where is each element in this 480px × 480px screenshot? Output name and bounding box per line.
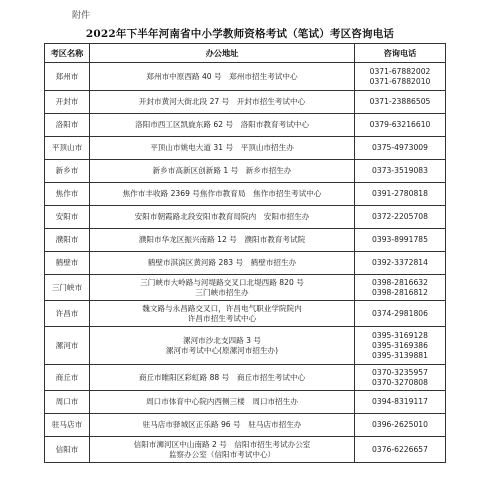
area-cell: 开封市: [45, 91, 90, 114]
phone-cell: [355, 229, 446, 252]
address-cell: [90, 114, 355, 137]
table-row: [45, 206, 446, 229]
area-cell: 安阳市: [45, 206, 90, 229]
phone-number: 0370-3270808: [372, 377, 428, 387]
table-row: [45, 91, 446, 114]
phone-number: 0371-67882002: [369, 66, 431, 76]
address-line: 信阳市浉河区中山南路 2 号 信阳市招生考试办公室: [133, 439, 311, 449]
address-cell: [90, 252, 355, 275]
address-cell: [90, 160, 355, 183]
phone-cell: [355, 206, 446, 229]
phone-number: 0375-4973009: [372, 143, 428, 152]
area-cell: 驻马店市: [45, 414, 90, 437]
table-row: [45, 437, 446, 463]
address-cell: [90, 183, 355, 206]
header-address: 办公地址: [90, 44, 355, 63]
address-line: 漯河市沙北支四路 3 号: [182, 335, 261, 345]
address-line: 许昌市招生考试中心: [187, 313, 257, 323]
address-line: 开封市黄河大街北段 27 号 开封市招生考试中心: [138, 97, 306, 106]
phone-number: 0379-63216610: [369, 120, 431, 129]
phone-cell: [355, 275, 446, 301]
address-line: 郑州市中原西路 40 号 郑州市招生考试中心: [146, 71, 298, 81]
area-cell: 信阳市: [45, 437, 90, 463]
address-line: 洛阳市西工区凯旋东路 62 号 洛阳市教育考试中心: [135, 120, 309, 129]
phone-cell: [355, 114, 446, 137]
phone-number: 0392-3372814: [372, 258, 428, 267]
table-row: [45, 252, 446, 275]
phone-number: 0373-3519083: [372, 166, 428, 175]
address-line: 三门峡市招生办: [195, 287, 249, 297]
contact-table: [44, 43, 446, 463]
table-row: [45, 391, 446, 414]
phone-cell: [355, 301, 446, 327]
phone-cell: [355, 391, 446, 414]
address-cell: [90, 391, 355, 414]
address-line: 安阳市朝霞路北段安阳市教育局院内 安阳市招生办: [134, 212, 310, 221]
phone-number: 0370-3235957: [372, 367, 428, 377]
address-cell: [90, 301, 355, 327]
address-cell: [90, 229, 355, 252]
address-cell: [90, 414, 355, 437]
phone-cell: [355, 414, 446, 437]
address-line: 商丘市睢阳区彩虹路 88 号 商丘市招生考试中心: [138, 372, 306, 382]
phone-cell: [355, 137, 446, 160]
area-cell: 郑州市: [45, 63, 90, 91]
area-cell: 三门峡市: [45, 275, 90, 301]
table-row: [45, 114, 446, 137]
phone-number: 0393-8991785: [372, 235, 428, 244]
table-row: [45, 301, 446, 327]
area-cell: 商丘市: [45, 365, 90, 391]
phone-cell: [355, 327, 446, 365]
phone-number: 0371-67882010: [369, 76, 431, 86]
address-cell: [90, 365, 355, 391]
table-body: [45, 63, 446, 463]
area-cell: 漯河市: [45, 327, 90, 365]
table-header-row: [45, 44, 446, 63]
address-cell: [90, 275, 355, 301]
header-area: 考区名称: [45, 44, 90, 63]
address-line: 平顶山市姚电大道 31 号 平顶山市招生办: [150, 143, 294, 152]
phone-cell: [355, 63, 446, 91]
phone-cell: [355, 437, 446, 463]
address-cell: [90, 137, 355, 160]
table-row: [45, 229, 446, 252]
address-line: 漯河市考试中心(原漯河市招生办): [165, 345, 279, 355]
address-cell: [90, 437, 355, 463]
phone-number: 0376-6226657: [372, 444, 428, 454]
area-cell: 平顶山市: [45, 137, 90, 160]
address-cell: [90, 63, 355, 91]
address-line: 濮阳市华龙区振兴南路 12 号 濮阳市教育考试院: [138, 235, 306, 244]
table-row: [45, 414, 446, 437]
area-cell: 鹤壁市: [45, 252, 90, 275]
phone-number: 0398-2816812: [372, 287, 428, 297]
phone-cell: [355, 252, 446, 275]
phone-number: 0391-2780818: [372, 189, 428, 198]
address-cell: [90, 91, 355, 114]
address-line: 新乡市高新区创新路 1 号 新乡市招生办: [152, 166, 292, 175]
area-cell: 濮阳市: [45, 229, 90, 252]
phone-number: 0395-3139881: [372, 350, 428, 360]
address-cell: [90, 206, 355, 229]
address-cell: [90, 327, 355, 365]
table-row: [45, 275, 446, 301]
address-line: 焦作市丰收路 2369 号焦作市教育局 焦作市招生考试中心: [122, 189, 322, 198]
phone-number: 0371-23886505: [369, 97, 431, 106]
phone-number: 0372-2205708: [372, 212, 428, 221]
address-line: 鹤壁市淇滨区黄河路 283 号 鹤壁市招生办: [147, 258, 297, 267]
address-line: 周口市体育中心院内西侧三楼 周口市招生办: [146, 397, 298, 406]
table-row: [45, 63, 446, 91]
phone-number: 0398-2816632: [372, 277, 428, 287]
address-line: 三门峡市大岭路与河堤路交叉口北堤西路 820 号: [140, 277, 304, 287]
table-row: [45, 183, 446, 206]
phone-cell: [355, 160, 446, 183]
phone-cell: [355, 183, 446, 206]
area-cell: 洛阳市: [45, 114, 90, 137]
address-line: 魏文路与永昌路交叉口，许昌电气职业学院院内: [142, 303, 302, 313]
phone-number: 0395-3169386: [372, 340, 428, 350]
phone-number: 0395-3169128: [372, 330, 428, 340]
area-cell: 焦作市: [45, 183, 90, 206]
phone-number: 0374-2981806: [372, 308, 428, 318]
table-row: [45, 160, 446, 183]
address-line: 驻马店市驿城区正乐路 96 号 驻马店市招生办: [142, 420, 302, 429]
document-title: 2022年下半年河南省中小学教师资格考试（笔试）考区咨询电话: [85, 28, 395, 40]
header-phone: 咨询电话: [355, 44, 446, 63]
phone-cell: [355, 91, 446, 114]
table-row: [45, 137, 446, 160]
phone-number: 0394-8319117: [372, 397, 428, 406]
area-cell: 许昌市: [45, 301, 90, 327]
phone-number: 0396-2625010: [372, 420, 428, 429]
phone-cell: [355, 365, 446, 391]
table-row: [45, 327, 446, 365]
area-cell: 新乡市: [45, 160, 90, 183]
table-row: [45, 365, 446, 391]
area-cell: 周口市: [45, 391, 90, 414]
attachment-label: 附件: [72, 11, 91, 21]
address-line: 监察办公室（信阳市考试中心）: [168, 449, 276, 459]
